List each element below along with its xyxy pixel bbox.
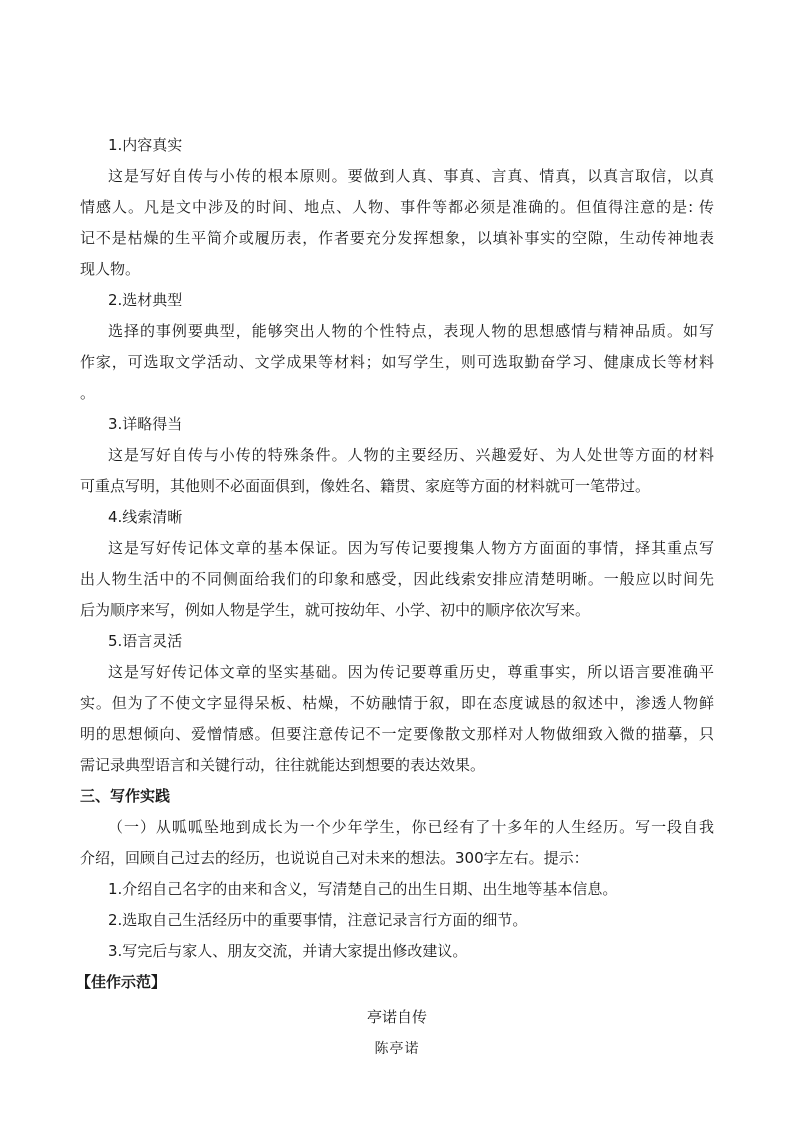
paragraph-line: 。 — [80, 384, 96, 402]
tip-item: 2.选取自己生活经历中的重要事情，注意记录言行方面的细节。 — [108, 911, 528, 929]
example-heading: 【佳作示范】 — [76, 973, 167, 991]
paragraph-line: 作家，可选取文学活动、文学成果等材料；如写学生，则可选取勤奋学习、健康成长等材料 — [80, 353, 714, 371]
heading-clear-thread: 4.线索清晰 — [108, 508, 183, 526]
example-title: 亭诺自传 — [366, 1008, 427, 1026]
paragraph-line: 明的思想倾向、爱憎情感。但要注意传记不一定要像散文那样对人物做细致入微的描摹，只 — [80, 725, 714, 743]
paragraph-line: 现人物。 — [80, 260, 141, 278]
paragraph-line: 记不是枯燥的生平简介或履历表，作者要充分发挥想象，以填补事实的空隙，生动传神地表 — [80, 229, 714, 247]
paragraph-line: 可重点写明，其他则不必面面俱到，像姓名、籍贯、家庭等方面的材料就可一笔带过。 — [80, 477, 651, 495]
paragraph-line: 选择的事例要典型，能够突出人物的个性特点，表现人物的思想感情与精神品质。如写 — [108, 322, 714, 340]
paragraph-line: 这是写好自传与小传的特殊条件。人物的主要经历、兴趣爱好、为人处世等方面的材料 — [108, 446, 714, 464]
paragraph-line: 实。但为了不使文字显得呆板、枯燥，不妨融情于叙，即在态度诚恳的叙述中，渗透人物鲜 — [80, 694, 714, 712]
tip-item: 3.写完后与家人、朋友交流，并请大家提出修改建议。 — [108, 942, 468, 960]
heading-content-truth: 1.内容真实 — [108, 136, 183, 154]
paragraph-line: 需记录典型语言和关键行动，往往就能达到想要的表达效果。 — [80, 756, 486, 774]
example-author: 陈亭诺 — [374, 1041, 420, 1057]
paragraph-line: 后为顺序来写，例如人物是学生，就可按幼年、小学、初中的顺序依次写来。 — [80, 601, 591, 619]
tip-item: 1.介绍自己名字的由来和含义，写清楚自己的出生日期、出生地等基本信息。 — [108, 880, 618, 898]
paragraph-line: （一）从呱呱坠地到成长为一个少年学生，你已经有了十多年的人生经历。写一段自我 — [108, 818, 714, 836]
section-heading-writing-practice: 三、写作实践 — [80, 787, 171, 805]
paragraph-line: 这是写好传记体文章的基本保证。因为写传记要搜集人物方方面面的事情，择其重点写 — [108, 539, 714, 557]
heading-flexible-language: 5.语言灵活 — [108, 632, 183, 650]
paragraph-line: 这是写好传记体文章的坚实基础。因为传记要尊重历史，尊重事实，所以语言要准确平 — [108, 663, 714, 681]
paragraph-line: 这是写好自传与小传的根本原则。要做到人真、事真、言真、情真，以真言取信，以真 — [108, 167, 714, 185]
paragraph-line: 出人物生活中的不同侧面给我们的印象和感受，因此线索安排应清楚明晰。一般应以时间先 — [80, 570, 714, 588]
heading-material-typical: 2.选材典型 — [108, 291, 183, 309]
paragraph-line: 情感人。凡是文中涉及的时间、地点、人物、事件等都必须是准确的。但值得注意的是: 传 — [80, 198, 714, 216]
heading-detail-balance: 3.详略得当 — [108, 415, 183, 433]
paragraph-line: 介绍，回顾自己过去的经历，也说说自己对未来的想法。300字左右。提示： — [80, 849, 589, 867]
